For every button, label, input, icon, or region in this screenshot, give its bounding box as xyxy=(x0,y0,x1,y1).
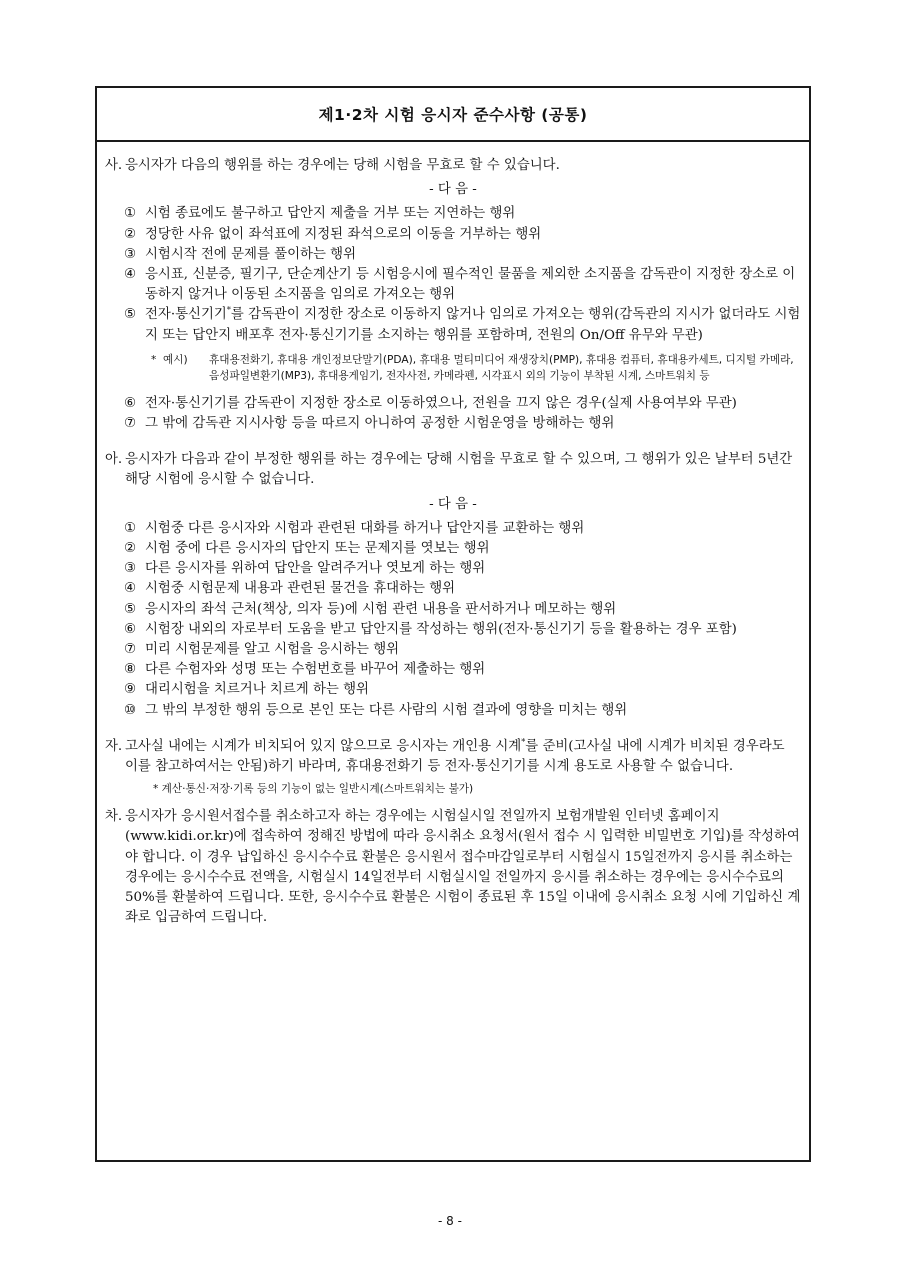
item-number: ⑩ xyxy=(124,702,137,718)
section-sa xyxy=(105,156,801,176)
item-text: 다른 응시자를 위하여 답안을 알려주거나 엿보게 하는 행위 xyxy=(145,561,486,577)
item-number: ② xyxy=(124,226,137,242)
section-mark: 아. xyxy=(105,452,123,468)
section-text: 를 준비(고사실 내에 시계가 비치된 경우라도 이를 참고하여서는 안됨)하기 바라며, 휴대용전화기 등 전자·통신기기를 시계 용도로 사용할 수 없습니다. xyxy=(125,738,785,775)
list-item xyxy=(105,680,801,700)
item-text: 정당한 사유 없이 좌석표에 지정된 좌석으로의 이동을 거부하는 행위 xyxy=(145,226,542,242)
page-number: - 8 - xyxy=(438,1214,462,1228)
list-item xyxy=(105,265,801,305)
item-text: 미리 시험문제를 알고 시험을 응시하는 행위 xyxy=(145,642,400,658)
item-text: 대리시험을 치르거나 치르게 하는 행위 xyxy=(145,682,369,698)
section-text: 응시자가 다음의 행위를 하는 경우에는 당해 시험을 무효로 할 수 있습니다. xyxy=(125,158,560,173)
section-mark: 차. xyxy=(105,809,123,825)
section-cha xyxy=(105,807,801,928)
item-text: 시험 종료에도 불구하고 답안지 제출을 거부 또는 지연하는 행위 xyxy=(145,206,516,222)
notice-content xyxy=(97,142,809,929)
section-ja xyxy=(105,737,801,777)
item-text: 시험중 시험문제 내용과 관련된 물건을 휴대하는 행위 xyxy=(145,581,456,597)
footnote-mark: * xyxy=(226,305,231,315)
item-text: 전자·통신기기를 감독관이 지정한 장소로 이동하였으나, 전원을 끄지 않은 경우(실제 사용여부와 무관) xyxy=(145,395,737,411)
footnote-mark: * xyxy=(151,353,157,366)
list-item xyxy=(105,204,801,224)
item-number: ⑤ xyxy=(124,601,137,617)
item-number: ② xyxy=(124,541,137,557)
item-number: ③ xyxy=(124,561,137,577)
section-mark: 사. xyxy=(105,158,123,173)
section-a xyxy=(105,450,801,490)
list-item xyxy=(105,245,801,265)
list-item xyxy=(105,579,801,599)
section-mark: 자. xyxy=(105,738,123,754)
note-label: 예시) xyxy=(163,353,188,366)
notice-box xyxy=(95,86,811,1162)
item-number: ⑦ xyxy=(124,642,137,658)
list-item xyxy=(105,600,801,620)
list-item xyxy=(105,620,801,640)
note-text: 휴대용전화기, 휴대용 개인정보단말기(PDA), 휴대용 멀티미디어 재생장치(PMP), 휴대용 컴퓨터, 휴대용카세트, 디지털 카메라, 음성파일변환기(MP3), 휴대용게임기, 전자사전, 카메라펜, 시각표시 외의 기능이 부착된 시계, 스마트워치 등 xyxy=(209,353,794,382)
item-text: 다른 수험자와 성명 또는 수험번호를 바꾸어 제출하는 행위 xyxy=(145,662,486,678)
item-text: 그 밖에 감독관 지시사항 등을 따르지 아니하여 공정한 시험운영을 방해하는 행위 xyxy=(145,416,615,432)
item-number: ⑥ xyxy=(124,621,137,637)
list-item xyxy=(105,519,801,539)
item-number: ① xyxy=(124,520,137,536)
device-examples-note xyxy=(105,352,801,384)
item-text: 전자·통신기기 xyxy=(145,307,227,323)
subheading: - 다 음 - xyxy=(429,182,477,198)
item-number: ④ xyxy=(124,267,137,283)
misconduct-list xyxy=(105,519,801,721)
item-text: 시험장 내외의 자로부터 도움을 받고 답안지를 작성하는 행위(전자·통신기기 등을 활용하는 경우 포함) xyxy=(145,621,737,637)
list-item xyxy=(105,394,801,414)
item-number: ⑥ xyxy=(124,395,137,411)
page-title: 제1·2차 시험 응시자 준수사항 (공통) xyxy=(97,88,809,142)
item-text: 응시자의 좌석 근처(책상, 의자 등)에 시험 관련 내용을 판서하거나 메모하는 행위 xyxy=(145,601,617,617)
item-number: ⑨ xyxy=(124,682,137,698)
item-number: ④ xyxy=(124,581,137,597)
list-item xyxy=(105,660,801,680)
item-number: ① xyxy=(124,206,137,222)
footnote-mark: * xyxy=(521,737,526,747)
item-number: ⑧ xyxy=(124,662,137,678)
watch-note: * 계산·통신·저장·기록 등의 기능이 없는 일반시계(스마트워치는 불가) xyxy=(153,783,474,796)
violation-list xyxy=(105,204,801,345)
section-text: 응시자가 응시원서접수를 취소하고자 하는 경우에는 시험실시일 전일까지 보험개발원 인터넷 홈페이지(www.kidi.or.kr)에 접속하여 정해진 방법에 따라 응시취소 요청서(원서 접수 시 입력한 비밀번호 기입)를 작성하여야 합니다. 이 경우 납입하신 응시수수료 환불은 응시원서 접수마감일로부터 시험실시 15일전까지 응시를 취소하는 경우에는 응시수수료 전액을, 시험실시 14일전부터 시험실시일 전일까지 응시를 취소하는 경우에는 응시수수료의 50%를 환불하여 드립니다. 또한, 응시수수료 환불은 시험이 종료된 후 15일 이내에 응시취소 요청 시에 기입하신 계좌로 입금하여 드립니다. xyxy=(125,809,801,926)
section-text: 응시자가 다음과 같이 부정한 행위를 하는 경우에는 당해 시험을 무효로 할 수 있으며, 그 행위가 있은 날부터 5년간 해당 시험에 응시할 수 없습니다. xyxy=(125,452,793,488)
item-text: 그 밖의 부정한 행위 등으로 본인 또는 다른 사람의 시험 결과에 영향을 미치는 행위 xyxy=(145,702,628,718)
list-item xyxy=(105,225,801,245)
list-item xyxy=(105,414,801,434)
item-number: ⑤ xyxy=(124,307,137,323)
subheading: - 다 음 - xyxy=(429,496,477,512)
list-item xyxy=(105,305,801,345)
item-text: 시험중 다른 응시자와 시험과 관련된 대화를 하거나 답안지를 교환하는 행위 xyxy=(145,520,585,536)
list-item xyxy=(105,559,801,579)
item-text: 를 감독관이 지정한 장소로 이동하지 않거나 임의로 가져오는 행위(감독관의 지시가 없더라도 시험지 또는 답안지 배포후 전자·통신기기를 소지하는 행위를 포함하며, 전원의 On/Off 유무와 무관) xyxy=(145,307,801,343)
item-text: 응시표, 신분증, 필기구, 단순계산기 등 시험응시에 필수적인 물품을 제외한 소지품을 감독관이 지정한 장소로 이동하지 않거나 이동된 소지품을 임의로 가져오는 행위 xyxy=(145,267,796,303)
item-number: ③ xyxy=(124,246,137,262)
list-item xyxy=(105,640,801,660)
section-text: 고사실 내에는 시계가 비치되어 있지 않으므로 응시자는 개인용 시계 xyxy=(125,738,522,754)
list-item xyxy=(105,701,801,721)
violation-list-continued xyxy=(105,394,801,434)
item-number: ⑦ xyxy=(124,416,137,432)
list-item xyxy=(105,539,801,559)
item-text: 시험시작 전에 문제를 풀이하는 행위 xyxy=(145,246,357,262)
item-text: 시험 중에 다른 응시자의 답안지 또는 문제지를 엿보는 행위 xyxy=(145,541,490,557)
